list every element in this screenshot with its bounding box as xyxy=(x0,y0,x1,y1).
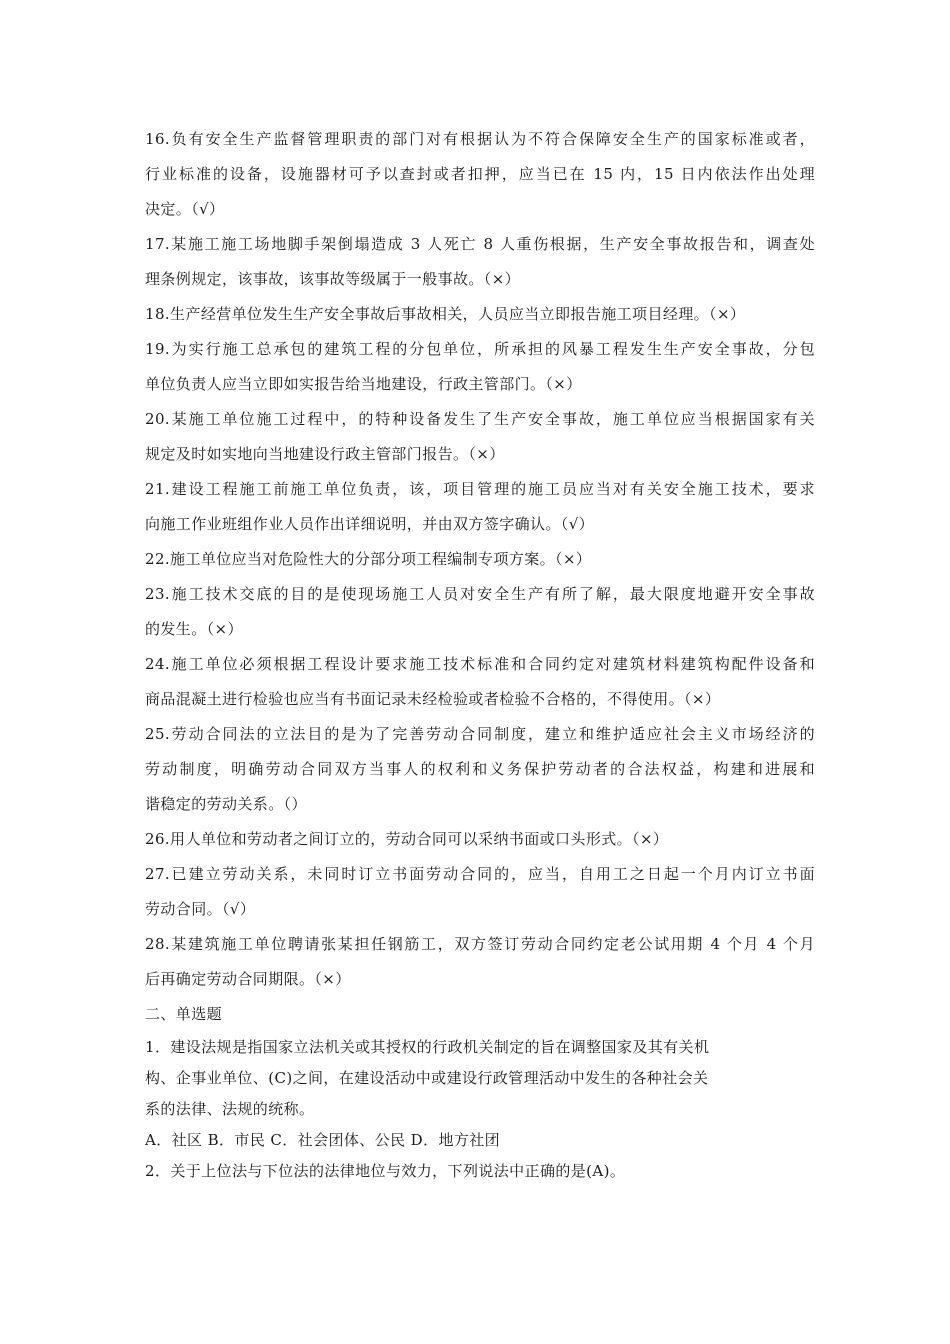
section-heading-single-choice: 二、单选题 xyxy=(145,1005,223,1023)
tf-question-22-line-1: 22.施工单位应当对危险性大的分部分项工程编制专项方案。（×） xyxy=(145,550,592,568)
tf-question-23-line-1: 23.施工技术交底的目的是使现场施工人员对安全生产有所了解，最大限度地避开安全事故 xyxy=(145,585,815,603)
mc-question-1-line-2: 构、企事业单位、(C)之间，在建设活动中或建设行政管理活动中发生的各种社会关 xyxy=(145,1069,709,1087)
tf-question-20-line-1: 20.某施工单位施工过程中，的特种设备发生了生产安全事故，施工单位应当根据国家有关 xyxy=(145,410,815,428)
tf-question-17-line-2: 理条例规定，该事故，该事故等级属于一般事故。（×） xyxy=(145,270,521,288)
tf-question-23-line-2: 的发生。（×） xyxy=(145,620,243,638)
tf-question-16-line-3: 决定。（√） xyxy=(145,200,225,218)
tf-question-20-line-2: 规定及时如实地向当地建设行政主管部门报告。（×） xyxy=(145,445,505,463)
tf-question-25-line-2: 劳动制度，明确劳动合同双方当事人的权利和义务保护劳动者的合法权益，构建和进展和 xyxy=(145,760,815,778)
tf-question-21-line-1: 21.建设工程施工前施工单位负责，该，项目管理的施工员应当对有关安全施工技术，要求 xyxy=(145,480,815,498)
tf-question-25-line-3: 谐稳定的劳动关系。（） xyxy=(145,795,307,813)
tf-question-16-line-1: 16.负有安全生产监督管理职责的部门对有根据认为不符合保障安全生产的国家标准或者， xyxy=(145,130,815,148)
mc-question-1-line-1: 1．建设法规是指国家立法机关或其授权的行政机关制定的旨在调整国家及其有关机 xyxy=(145,1038,710,1056)
tf-question-17-line-1: 17.某施工施工场地脚手架倒塌造成 3 人死亡 8 人重伤根据，生产安全事故报告和，调查处 xyxy=(145,235,815,253)
tf-question-19-line-1: 19.为实行施工总承包的建筑工程的分包单位，所承担的风暴工程发生生产安全事故，分包 xyxy=(145,340,815,358)
mc-question-1-line-3: 系的法律、法规的统称。 xyxy=(145,1100,315,1118)
tf-question-21-line-2: 向施工作业班组作业人员作出详细说明，并由双方签字确认。（√） xyxy=(145,515,595,533)
tf-question-28-line-1: 28.某建筑施工单位聘请张某担任钢筋工，双方签订劳动合同约定老公试用期 4 个月 4 个月 xyxy=(145,935,815,953)
document-page xyxy=(145,122,815,1187)
tf-question-24-line-2: 商品混凝土进行检验也应当有书面记录未经检验或者检验不合格的，不得使用。（×） xyxy=(145,690,721,708)
tf-question-27-line-2: 劳动合同。（√） xyxy=(145,900,256,918)
mc-question-2-line-1: 2．关于上位法与下位法的法律地位与效力，下列说法中正确的是(A)。 xyxy=(145,1162,626,1180)
tf-question-26-line-1: 26.用人单位和劳动者之间订立的，劳动合同可以采纳书面或口头形式。（×） xyxy=(145,830,669,848)
tf-question-28-line-2: 后再确定劳动合同期限。（×） xyxy=(145,970,351,988)
tf-question-27-line-1: 27.已建立劳动关系，未同时订立书面劳动合同的，应当，自用工之日起一个月内订立书面 xyxy=(145,865,815,883)
tf-question-25-line-1: 25.劳动合同法的立法目的是为了完善劳动合同制度，建立和维护适应社会主义市场经济的 xyxy=(145,725,815,743)
tf-question-19-line-2: 单位负责人应当立即如实报告给当地建设，行政主管部门。（×） xyxy=(145,375,582,393)
mc-question-1-options: A．社区 B．市民 C．社会团体、公民 D．地方社团 xyxy=(145,1131,501,1149)
tf-question-24-line-1: 24.施工单位必须根据工程设计要求施工技术标准和合同约定对建筑材料建筑构配件设备和 xyxy=(145,655,815,673)
tf-question-16-line-2: 行业标准的设备，设施器材可予以查封或者扣押，应当已在 15 内，15 日内依法作出处理 xyxy=(145,165,815,183)
tf-question-18-line-1: 18.生产经营单位发生生产安全事故后事故相关，人员应当立即报告施工项目经理。（×） xyxy=(145,305,746,323)
